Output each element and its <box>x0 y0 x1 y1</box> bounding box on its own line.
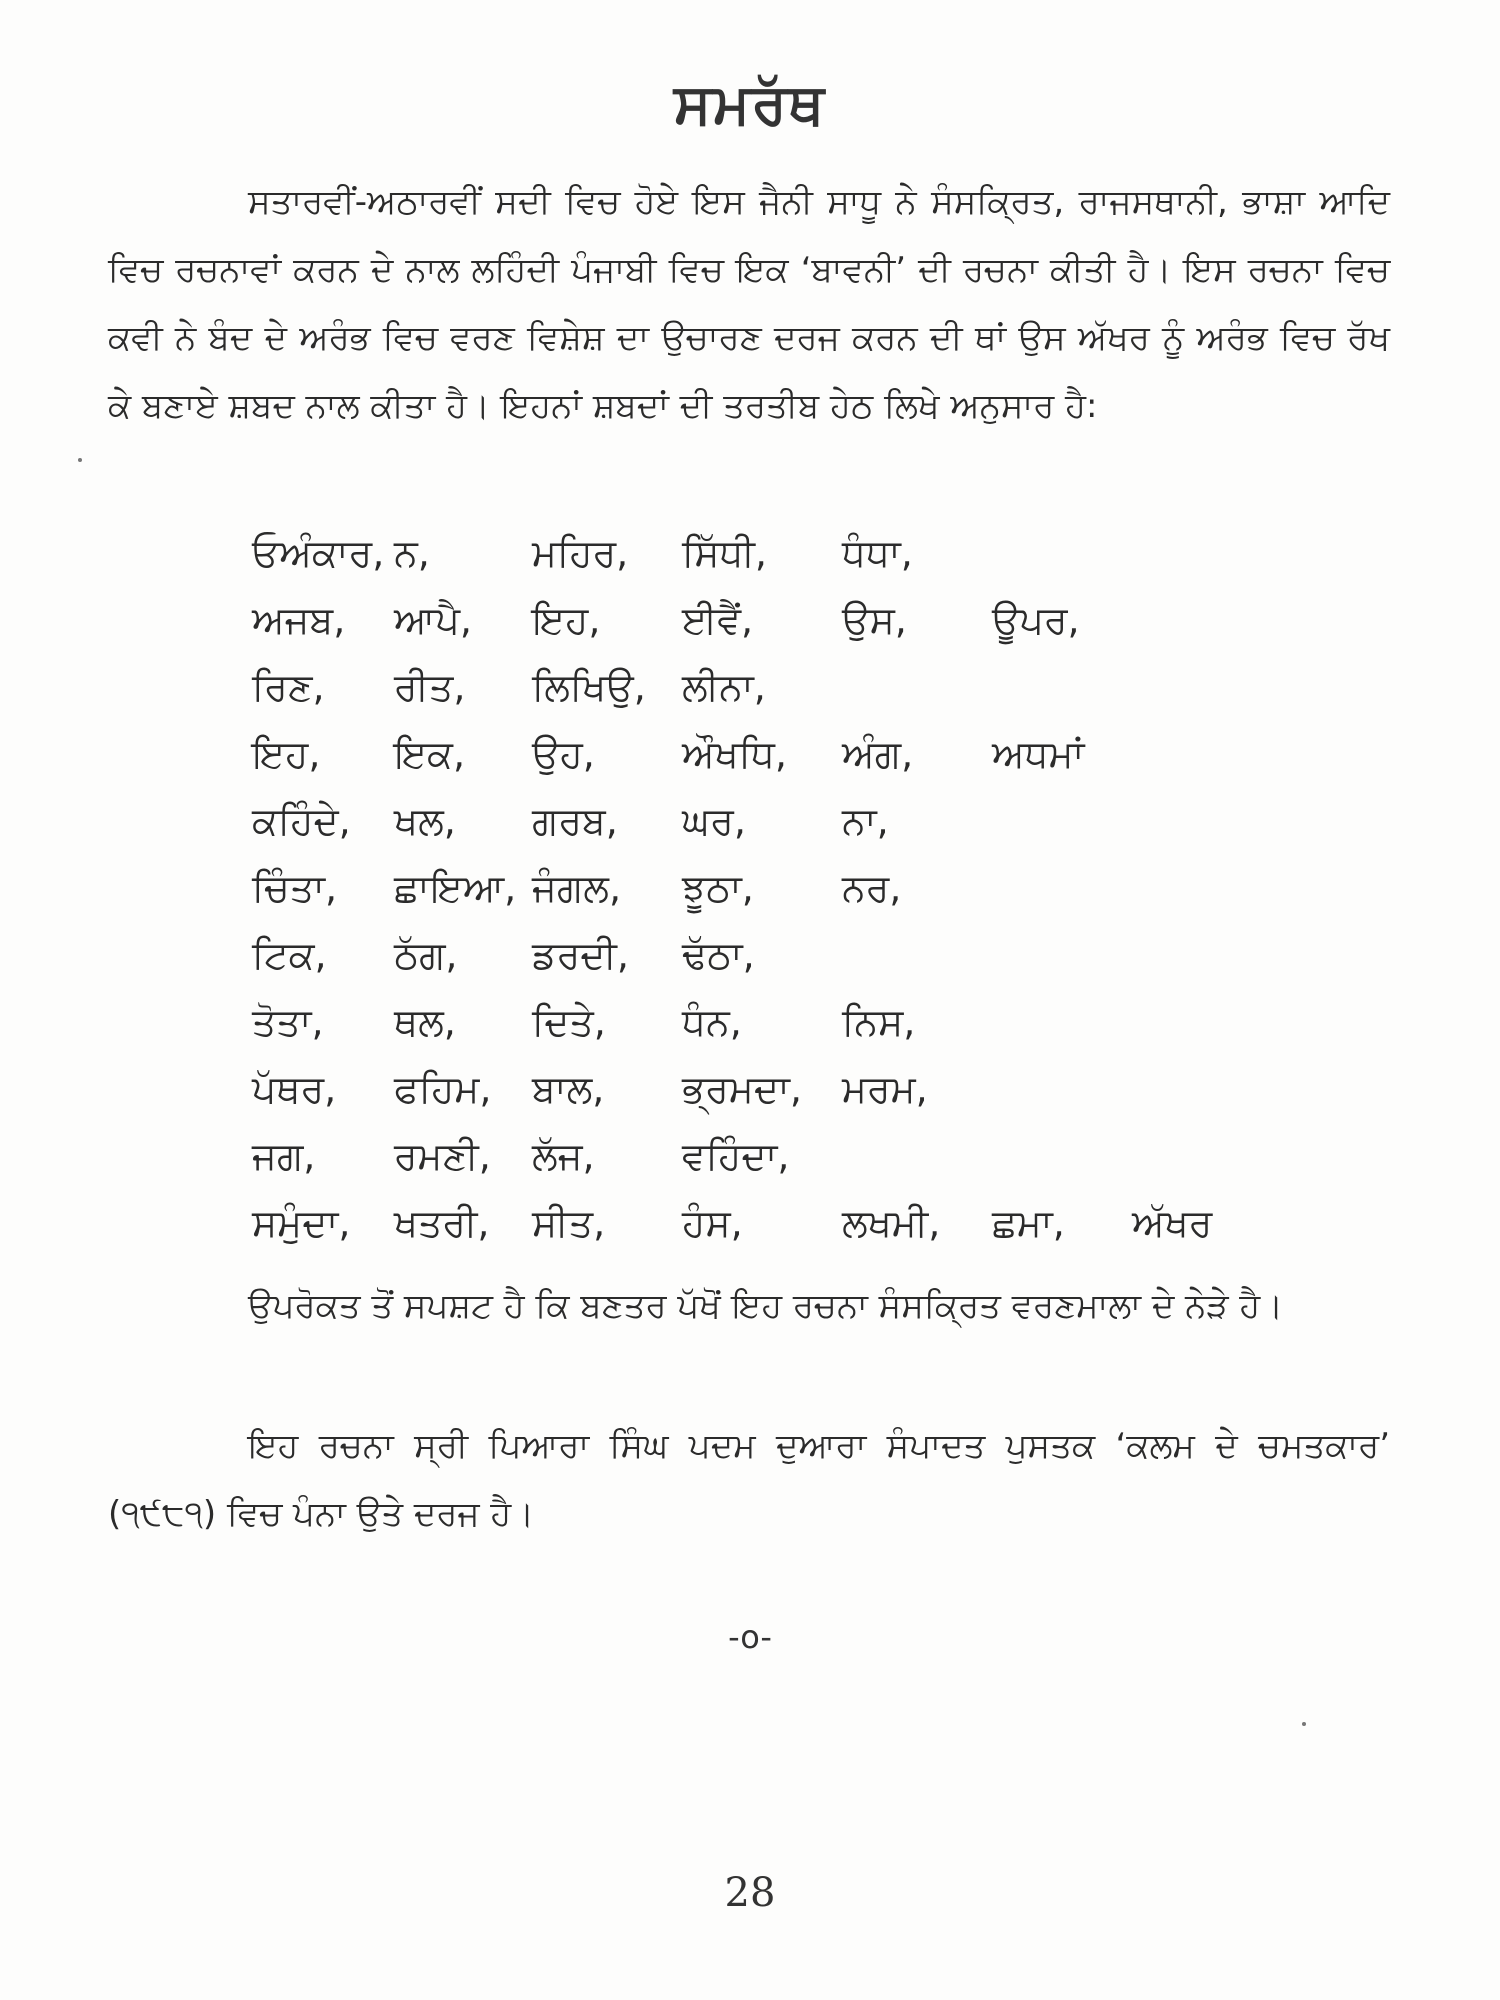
word-list-item: ਭ੍ਰਮਦਾ, <box>682 1067 802 1111</box>
word-list-item: ਨਿਸ, <box>842 1000 916 1044</box>
page-title: ਸਮਰੱਥ <box>673 72 827 137</box>
word-list-item: ਗਰਬ, <box>532 799 618 843</box>
word-list-item: ਤੋਤਾ, <box>252 1000 324 1044</box>
word-list-row <box>252 788 1302 855</box>
word-list-item: ਅਜਬ, <box>252 598 346 642</box>
word-list-item: ਥਲ, <box>394 1000 456 1044</box>
word-list-item: ਢੱਠਾ, <box>682 933 755 977</box>
word-list-item: ਲਖਮੀ, <box>842 1201 941 1245</box>
conclusion-paragraph-text: ਉਪਰੋਕਤ ਤੋਂ ਸਪਸ਼ਟ ਹੈ ਕਿ ਬਣਤਰ ਪੱਖੋਂ ਇਹ ਰਚਨਾ ਸੰਸਕ੍ਰਿਤ ਵਰਣਮਾਲਾ ਦੇ ਨੇੜੇ ਹੈ। <box>248 1286 1284 1326</box>
word-list-item: ਧੰਨ, <box>682 1000 742 1044</box>
word-list-item: ਨ, <box>394 531 430 575</box>
word-list-item: ਊਪਰ, <box>992 598 1080 642</box>
word-list-item: ਸਿੱਧੀ, <box>682 531 768 575</box>
word-list-item: ਖਤਰੀ, <box>394 1201 490 1245</box>
word-list-item: ਔਖਧਿ, <box>682 732 787 776</box>
word-list-item: ਫਹਿਮ, <box>394 1067 492 1111</box>
word-list-row <box>252 587 1302 654</box>
word-list-item: ਬਾਲ, <box>532 1067 605 1111</box>
word-list-row <box>252 1190 1302 1257</box>
word-list-row <box>252 855 1302 922</box>
word-list-item: ਲਿਖਿਉ, <box>532 665 646 709</box>
word-list-row <box>252 989 1302 1056</box>
word-list-item: ਜਗ, <box>252 1134 316 1178</box>
word-list-item: ਅੰਗ, <box>842 732 914 776</box>
word-list-item: ਹੰਸ, <box>682 1201 743 1245</box>
word-list-item: ਨਾ, <box>842 799 889 843</box>
word-list-item: ਸੀਤ, <box>532 1201 606 1245</box>
word-list-item: ਛਮਾ, <box>992 1201 1065 1245</box>
word-list-item: ਉਹ, <box>532 732 595 776</box>
word-list <box>252 520 1302 1257</box>
word-list-row <box>252 1056 1302 1123</box>
scan-speck <box>78 458 82 462</box>
word-list-item: ਵਹਿੰਦਾ, <box>682 1134 790 1178</box>
word-list-item: ਡਰਦੀ, <box>532 933 629 977</box>
source-paragraph-text: ਇਹ ਰਚਨਾ ਸ੍ਰੀ ਪਿਆਰਾ ਸਿੰਘ ਪਦਮ ਦੁਆਰਾ ਸੰਪਾਦਤ ਪੁਸਤਕ ‘ਕਲਮ ਦੇ ਚਮਤਕਾਰ’ (੧੯੮੧) ਵਿਚ ਪੰਨਾ ਉਤੇ ਦਰਜ ਹੈ। <box>108 1426 1390 1534</box>
word-list-row <box>252 1123 1302 1190</box>
word-list-item: ਸਮੁੰਦਾ, <box>252 1201 351 1245</box>
word-list-row <box>252 520 1302 587</box>
word-list-item: ਨਰ, <box>842 866 902 910</box>
source-paragraph <box>108 1412 1390 1548</box>
word-list-item: ਲੀਨਾ, <box>682 665 766 709</box>
word-list-item: ਕਹਿੰਦੇ, <box>252 799 351 843</box>
word-list-item: ਟਿਕ, <box>252 933 327 977</box>
word-list-item: ਛਾਇਆ, <box>394 866 517 910</box>
word-list-item: ਲੱਜ, <box>532 1134 595 1178</box>
word-list-row <box>252 721 1302 788</box>
word-list-item: ਈਵੈਂ, <box>682 598 754 642</box>
word-list-item: ਖਲ, <box>394 799 456 843</box>
word-list-item: ਪੱਥਰ, <box>252 1067 337 1111</box>
word-list-item: ਅਧਮਾਂ <box>992 732 1085 776</box>
word-list-item: ਉਸ, <box>842 598 907 642</box>
word-list-row <box>252 654 1302 721</box>
word-list-item: ਰਮਣੀ, <box>394 1134 491 1178</box>
word-list-item: ਮਰਮ, <box>842 1067 928 1111</box>
word-list-item: ਝੂਠਾ, <box>682 866 754 910</box>
word-list-item: ਮਹਿਰ, <box>532 531 629 575</box>
section-separator: -o- <box>728 1618 772 1656</box>
word-list-item: ਇਹ, <box>252 732 321 776</box>
page-number: 28 <box>724 1870 776 1916</box>
word-list-item: ਇਕ, <box>394 732 466 776</box>
word-list-item: ਰੀਤ, <box>394 665 466 709</box>
word-list-item: ਜੰਗਲ, <box>532 866 622 910</box>
word-list-item: ਘਰ, <box>682 799 746 843</box>
intro-paragraph <box>108 168 1390 440</box>
word-list-item: ਅੱਖਰ <box>1132 1201 1213 1245</box>
word-list-item: ਚਿੰਤਾ, <box>252 866 338 910</box>
word-list-row <box>252 922 1302 989</box>
intro-paragraph-text: ਸਤਾਰਵੀਂ-ਅਠਾਰਵੀਂ ਸਦੀ ਵਿਚ ਹੋਏ ਇਸ ਜੈਨੀ ਸਾਧੂ ਨੇ ਸੰਸਕ੍ਰਿਤ, ਰਾਜਸਥਾਨੀ, ਭਾਸ਼ਾ ਆਦਿ ਵਿਚ ਰਚਨਾਵਾਂ ਕਰਨ ਦੇ ਨਾਲ ਲਹਿੰਦੀ ਪੰਜਾਬੀ ਵਿਚ ਇਕ ‘ਬਾਵਨੀ’ ਦੀ ਰਚਨਾ ਕੀਤੀ ਹੈ। ਇਸ ਰਚਨਾ ਵਿਚ ਕਵੀ ਨੇ ਬੰਦ ਦੇ ਅਰੰਭ ਵਿਚ ਵਰਣ ਵਿਸ਼ੇਸ਼ ਦਾ ਉਚਾਰਣ ਦਰਜ ਕਰਨ ਦੀ ਥਾਂ ਉਸ ਅੱਖਰ ਨੂੰ ਅਰੰਭ ਵਿਚ ਰੱਖ ਕੇ ਬਣਾਏ ਸ਼ਬਦ ਨਾਲ ਕੀਤਾ ਹੈ। ਇਹਨਾਂ ਸ਼ਬਦਾਂ ਦੀ ਤਰਤੀਬ ਹੇਠ ਲਿਖੇ ਅਨੁਸਾਰ ਹੈ: <box>108 182 1390 426</box>
scan-speck <box>1302 1722 1306 1726</box>
word-list-item: ਠੱਗ, <box>394 933 458 977</box>
word-list-item: ਦਿਤੇ, <box>532 1000 606 1044</box>
word-list-item: ਰਿਣ, <box>252 665 325 709</box>
word-list-item: ਧੰਧਾ, <box>842 531 913 575</box>
word-list-item: ਆਪੈ, <box>394 598 472 642</box>
conclusion-paragraph <box>108 1272 1390 1340</box>
word-list-item: ਓਅੰਕਾਰ, <box>252 531 385 575</box>
word-list-item: ਇਹ, <box>532 598 601 642</box>
